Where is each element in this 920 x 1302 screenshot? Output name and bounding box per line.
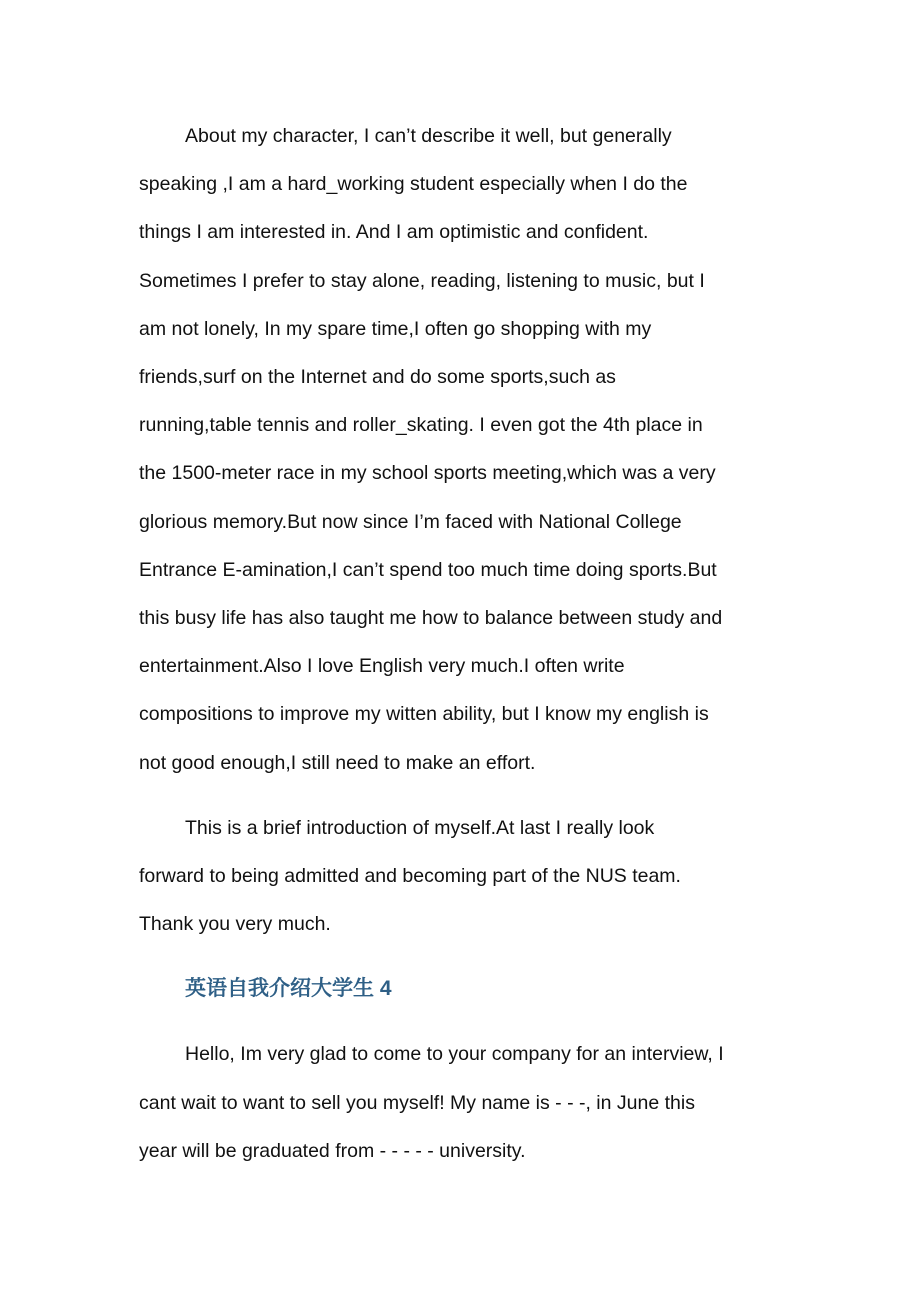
document-content xyxy=(139,112,787,1175)
paragraph-character: About my character, I can’t describe it well, but generally speaking ,I am a hard_working student especially when I do the things I am interested in. And I am optimistic and confident. Sometimes I prefer to stay alone, reading, listening to music, but I am not lonely, In my spare time,I often go shopping with my friends,surf on the Internet and do some sports,such as running,table tennis and roller_skating. I even got the 4th place in the 1500-meter race in my school sports meeting,which was a very glorious memory.But now since I’m faced with National College Entrance E-amination,I can’t spend too much time doing sports.But this busy life has also taught me how to balance between study and entertainment.Also I love English very much.I often write compositions to improve my witten ability, but I know my english is not good enough,I still need to make an effort. xyxy=(139,125,723,774)
paragraph-closing: This is a brief introduction of myself.At last I really look forward to being admitted and becoming part of the NUS team. Thank you very much. xyxy=(139,816,681,936)
section-heading: 英语自我介绍大学生 4 xyxy=(185,977,392,1001)
paragraph-interview-intro: Hello, Im very glad to come to your company for an interview, I cant wait to want to sell you myself! My name is - - -, in June this year will be graduated from - - - - - university. xyxy=(139,1043,724,1162)
